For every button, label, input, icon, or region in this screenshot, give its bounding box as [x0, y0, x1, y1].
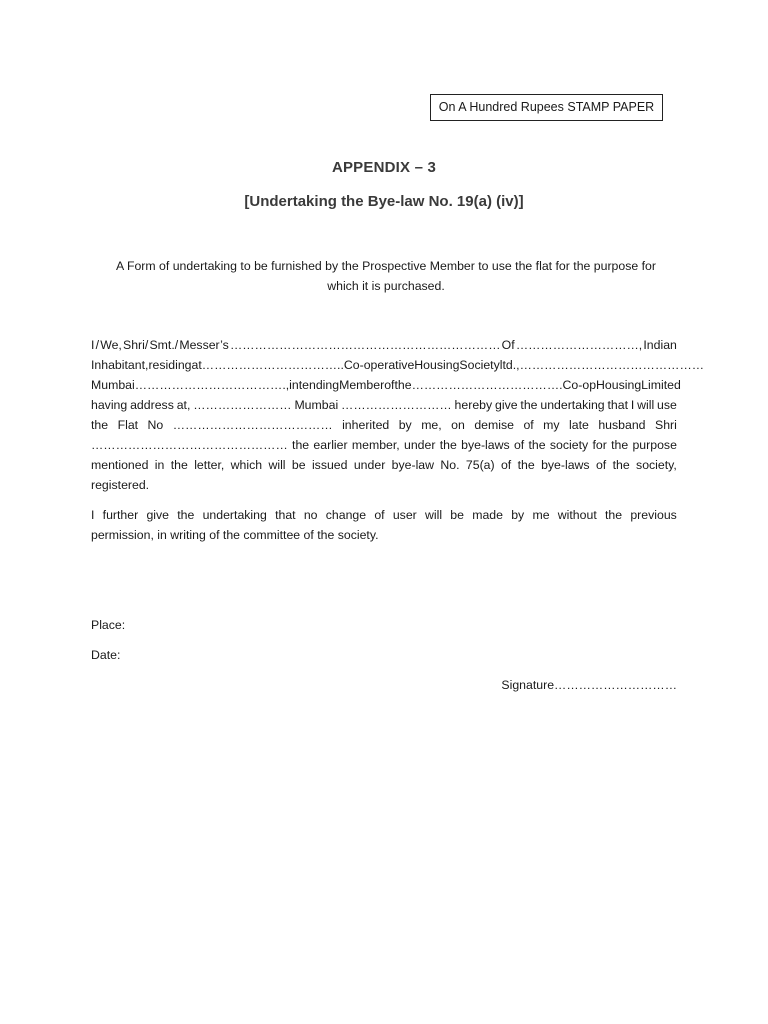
paragraph-word: my — [543, 418, 560, 432]
paragraph-word: the — [517, 458, 535, 472]
paragraph-word: of — [595, 458, 607, 472]
paragraph-word: Shri/ — [123, 338, 149, 352]
paragraph-word: user — [392, 508, 417, 522]
paragraph-word: Housing — [414, 358, 460, 372]
place-label: Place: — [91, 618, 126, 632]
paragraph-word: at — [191, 358, 202, 372]
paragraph-word: Flat — [117, 418, 139, 432]
paragraph-word: We, — [100, 338, 122, 352]
paragraph-word: No. — [440, 458, 460, 472]
paragraph-word: bye-laws — [541, 458, 590, 472]
paragraph-word: that — [607, 398, 628, 412]
paragraph-word: Limited — [641, 378, 681, 392]
paragraph-word: the — [177, 508, 195, 522]
paragraph-word: …………………………, — [515, 338, 643, 352]
paragraph-word: be — [450, 508, 464, 522]
paragraph-word: at, — [176, 398, 191, 412]
paragraph-word: society, — [636, 458, 677, 472]
paragraph-word: address — [130, 398, 174, 412]
intro-line-2: which it is purchased. — [327, 279, 445, 293]
paragraph-word: the — [394, 378, 412, 392]
paragraph-line — [91, 455, 677, 475]
paragraph-word: will — [424, 508, 443, 522]
paragraph-word: ………………………………… — [172, 418, 333, 432]
paragraph-word: no — [303, 508, 318, 522]
paragraph-word: change — [325, 508, 367, 522]
paragraph-word: which — [230, 458, 263, 472]
paragraph-word: ………………………………………… — [91, 438, 288, 452]
paragraph-line — [91, 335, 677, 355]
undertaking-paragraph — [91, 335, 705, 495]
paragraph-word: of — [513, 438, 525, 452]
paragraph-word: the — [170, 458, 188, 472]
paragraph-word: the — [292, 438, 310, 452]
paragraph-word: ……………………………………… — [519, 358, 705, 372]
paragraph-word: the — [439, 438, 457, 452]
paragraph-line — [91, 505, 677, 525]
paragraph-word: late — [569, 418, 589, 432]
paragraph-word: of — [500, 458, 512, 472]
paragraph-word: undertaking — [202, 508, 267, 522]
paragraph-word: the — [611, 438, 629, 452]
paragraph-word: earlier — [313, 438, 348, 452]
paragraph-line — [91, 395, 677, 415]
paragraph-word: of — [523, 418, 534, 432]
paragraph-word: the — [604, 508, 623, 522]
paragraph-word: further — [102, 508, 139, 522]
paragraph-word: Mumbai — [91, 378, 135, 392]
paragraph-word: / — [95, 338, 100, 352]
date-label: Date: — [91, 648, 121, 662]
paragraph-word: will — [637, 398, 655, 412]
paragraph-line: registered. — [91, 478, 150, 492]
paragraph-word: by — [398, 418, 412, 432]
paragraph-word: under — [353, 458, 386, 472]
paragraph-word: be — [291, 458, 306, 472]
paragraph-word: Messer’s — [179, 338, 229, 352]
paragraph-word: without — [557, 508, 597, 522]
paragraph-word: Shri — [655, 418, 677, 432]
paragraph-word: bye-laws — [461, 438, 510, 452]
paragraph-line — [91, 435, 677, 455]
paragraph-line — [91, 415, 677, 435]
paragraph-word: ……………………… — [341, 398, 452, 412]
paragraph-word: on — [451, 418, 465, 432]
paragraph-word: issued — [311, 458, 348, 472]
paragraph-word: for — [592, 438, 607, 452]
paragraph-line — [91, 375, 681, 395]
paragraph-word: undertaking — [540, 398, 605, 412]
paragraph-word: give — [146, 508, 169, 522]
stamp-paper-note: On A Hundred Rupees STAMP PAPER — [430, 94, 663, 121]
paragraph-word: No — [147, 418, 164, 432]
paragraph-word: Co-operative — [343, 358, 415, 372]
paragraph-word: that — [275, 508, 296, 522]
paragraph-word: demise — [474, 418, 514, 432]
paragraph-word: of — [384, 378, 395, 392]
paragraph-word: …………………………….. — [201, 358, 344, 372]
paragraph-word: Inhabitant, — [91, 358, 149, 372]
paragraph-word: use — [657, 398, 677, 412]
paragraph-word: I — [91, 338, 95, 352]
paragraph-word: inherited — [342, 418, 390, 432]
paragraph-word: Smt./ — [149, 338, 179, 352]
paragraph-word: the — [612, 458, 630, 472]
intro-paragraph — [96, 256, 676, 296]
paragraph-word: mentioned — [91, 458, 149, 472]
signature-line: Signature………………………… — [501, 678, 677, 692]
paragraph-word: letter, — [194, 458, 225, 472]
paragraph-word: Of — [501, 338, 515, 352]
paragraph-word: ltd., — [499, 358, 520, 372]
paragraph-word: ………………………………. — [411, 378, 563, 392]
paragraph-word: Society — [459, 358, 500, 372]
paragraph-word: I — [91, 508, 95, 522]
bye-law-subheading: [Undertaking the Bye-law No. 19(a) (iv)] — [244, 193, 524, 210]
paragraph-word: of — [374, 508, 385, 522]
paragraph-word: made — [472, 508, 503, 522]
paragraph-word: member, — [351, 438, 400, 452]
paragraph-word: Member — [339, 378, 385, 392]
paragraph-word: 75(a) — [465, 458, 495, 472]
paragraph-word: residing — [148, 358, 192, 372]
paragraph-word: by — [511, 508, 525, 522]
paragraph-word: ………………………………., — [134, 378, 290, 392]
paragraph-word: Co-op — [562, 378, 597, 392]
paragraph-word: intending — [289, 378, 340, 392]
appendix-heading: APPENDIX – 3 — [331, 159, 437, 176]
paragraph-word: under — [404, 438, 436, 452]
paragraph-word: …………………… — [193, 398, 292, 412]
paragraph-word: Indian — [643, 338, 677, 352]
paragraph-word: ………………………………………………………… — [229, 338, 501, 352]
paragraph-word: hereby — [454, 398, 493, 412]
paragraph-word: give — [495, 398, 518, 412]
paragraph-line — [91, 355, 705, 375]
paragraph-word: me, — [421, 418, 442, 432]
further-undertaking-paragraph — [91, 505, 677, 545]
paragraph-word: the — [520, 398, 538, 412]
paragraph-word: previous — [630, 508, 677, 522]
paragraph-word: husband — [598, 418, 646, 432]
paragraph-word: I — [630, 398, 635, 412]
paragraph-word: the — [91, 418, 109, 432]
paragraph-line: permission, in writing of the committee of the society. — [91, 528, 379, 542]
paragraph-word: purpose — [632, 438, 677, 452]
paragraph-word: Mumbai — [294, 398, 339, 412]
paragraph-word: me — [532, 508, 550, 522]
paragraph-word: bye-law — [391, 458, 435, 472]
paragraph-word: will — [268, 458, 286, 472]
paragraph-word: having — [91, 398, 128, 412]
paragraph-word: Housing — [596, 378, 642, 392]
paragraph-word: society — [549, 438, 589, 452]
intro-line-1: A Form of undertaking to be furnished by the Prospective Member to use the flat for the purpose for — [116, 259, 656, 273]
paragraph-word: in — [154, 458, 165, 472]
paragraph-word: the — [528, 438, 546, 452]
